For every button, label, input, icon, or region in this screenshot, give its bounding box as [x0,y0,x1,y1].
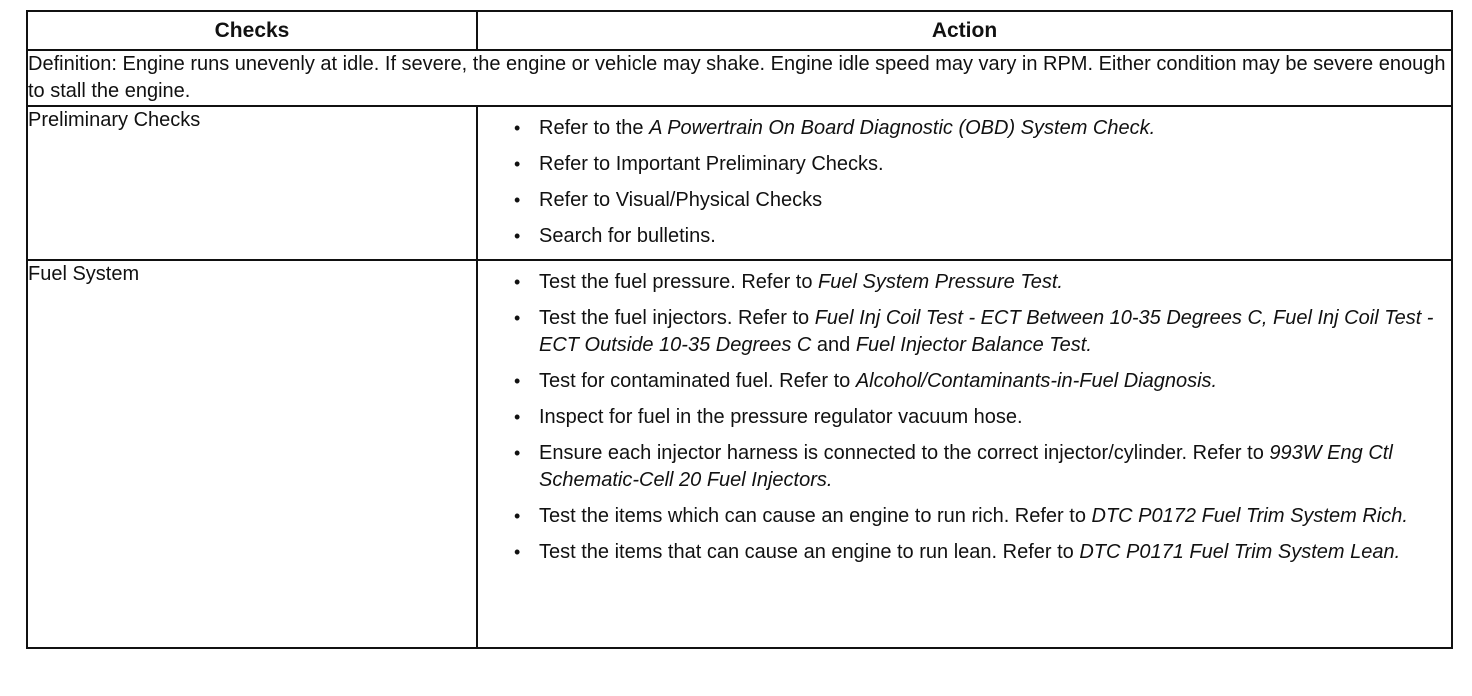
checks-column-header: Checks [27,11,477,50]
item-text: Test the fuel injectors. Refer to [539,307,815,329]
item-text: and [811,334,856,356]
item-reference: A Powertrain On Board Diagnostic (OBD) System Check. [649,117,1156,139]
item-reference: DTC P0171 Fuel Trim System Lean. [1079,541,1401,563]
item-reference: DTC P0172 Fuel Trim System Rich. [1091,505,1408,527]
list-item [514,404,1439,431]
action-list [478,107,1451,259]
list-item [514,440,1439,494]
item-reference: Fuel System Pressure Test. [818,271,1063,293]
item-text: Test the fuel pressure. Refer to [539,271,819,293]
list-item [514,269,1439,296]
item-reference: 993W Eng Ctl Schematic-Cell 20 Fuel Injectors. [539,442,1393,491]
table-row [27,260,1452,648]
item-text: Test for contaminated fuel. Refer to [539,370,856,392]
list-item [514,503,1439,530]
list-item [514,223,1439,250]
list-item [514,151,1439,178]
action-column-header: Action [477,11,1452,50]
item-text: Search for bulletins. [539,225,716,247]
header-row [27,11,1452,50]
list-item [514,539,1439,566]
list-item [514,368,1439,395]
list-item [514,187,1439,214]
item-reference: Fuel Injector Balance Test. [855,334,1092,356]
item-text: Test the items which can cause an engine to run rich. Refer to [539,505,1092,527]
item-text: Inspect for fuel in the pressure regulator vacuum hose. [539,406,1023,428]
check-label-fuel-system: Fuel System [27,260,477,648]
list-item [514,305,1439,359]
check-label-preliminary: Preliminary Checks [27,106,477,260]
item-text: Refer to Visual/Physical Checks [539,189,823,211]
item-reference: Fuel Inj Coil Test - ECT Between 10-35 Degrees C, Fuel Inj Coil Test - ECT Outside 10-35 Degrees C [539,307,1434,356]
definition-row [27,50,1452,106]
item-reference: Alcohol/Contaminants-in-Fuel Diagnosis. [855,370,1218,392]
action-list [478,261,1451,575]
definition-text: Definition: Engine runs unevenly at idle. If severe, the engine or vehicle may shake. Engine idle speed may vary in RPM. Either condition may be severe enough to stall the engine. [27,50,1452,106]
action-cell-preliminary [477,106,1452,260]
item-text: Ensure each injector harness is connected to the correct injector/cylinder. Refer to [539,442,1270,464]
list-item [514,115,1439,142]
action-cell-fuel-system [477,260,1452,648]
item-text: Test the items that can cause an engine to run lean. Refer to [539,541,1080,563]
item-text: Refer to Important Preliminary Checks. [539,153,884,175]
table-row [27,106,1452,260]
diagnostic-table [26,10,1453,649]
item-text: Refer to the [539,117,650,139]
